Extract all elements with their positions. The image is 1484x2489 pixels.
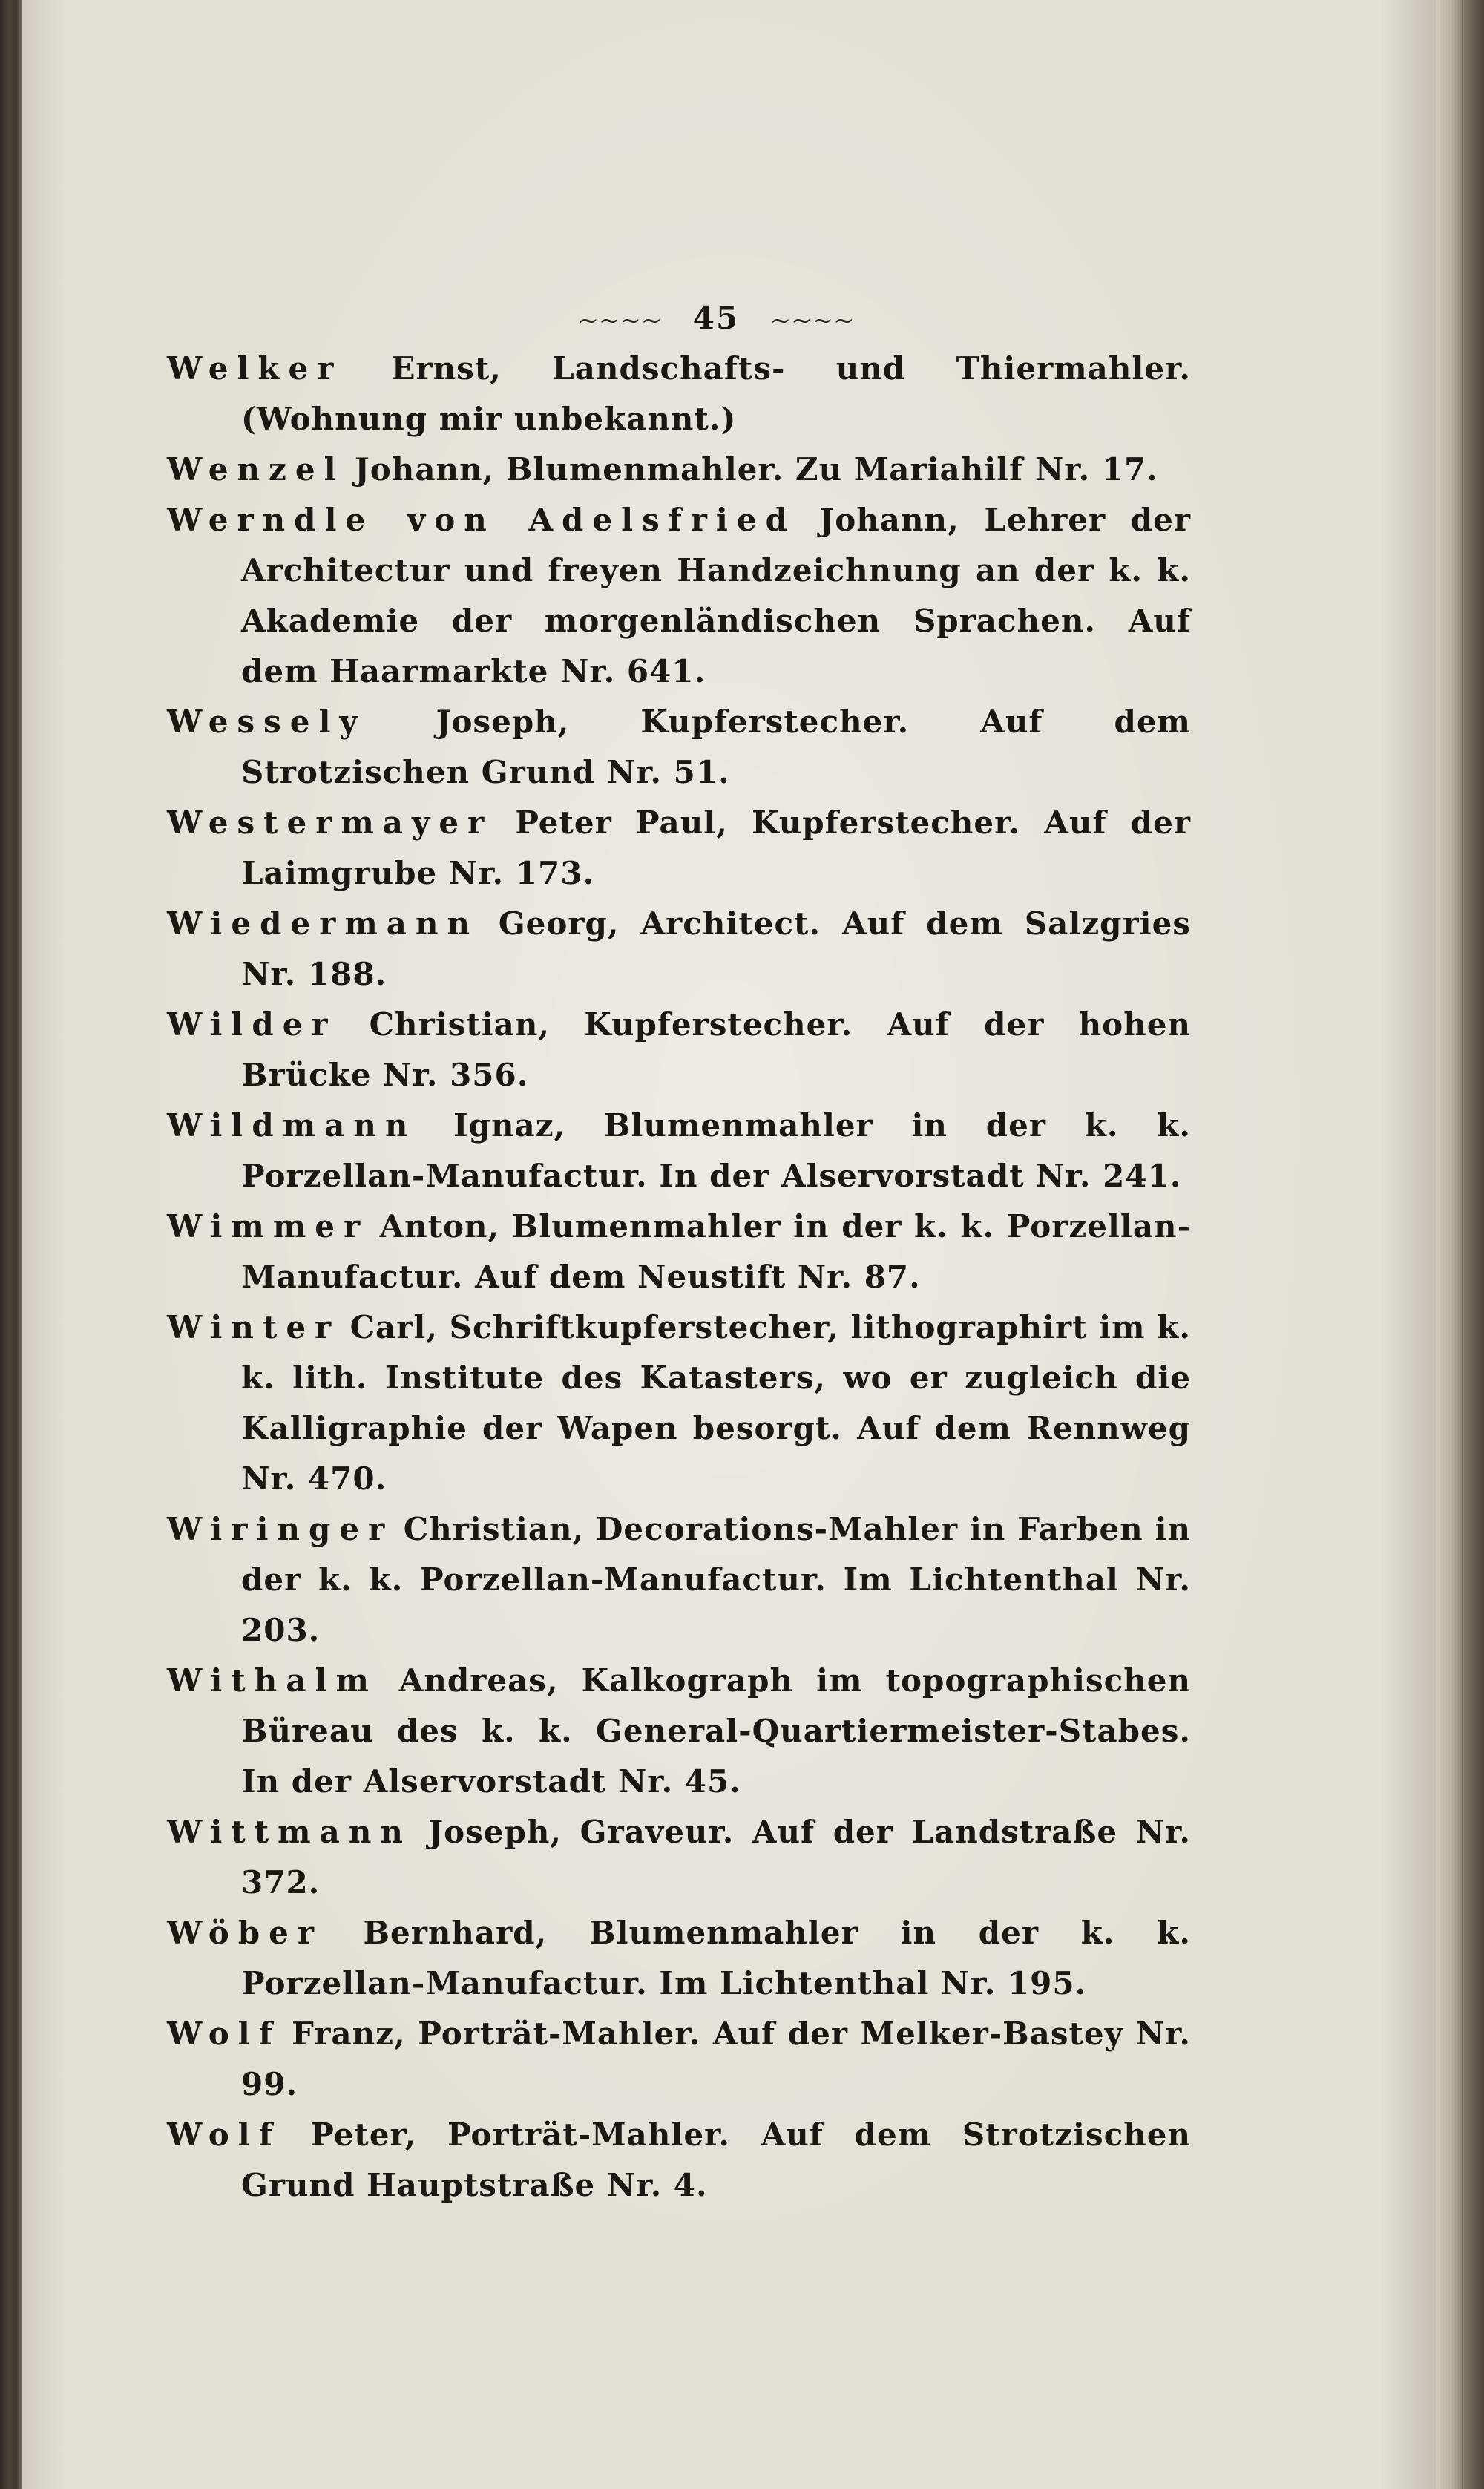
entry-details: Peter Paul, Kupferstecher. Auf der Laimgrube Nr. 173.	[241, 804, 1191, 891]
entry-details: Anton, Blumenmahler in der k. k. Porzellan-Manufactur. Auf dem Neustift Nr. 87.	[241, 1208, 1191, 1295]
directory-entry	[167, 1201, 1191, 1302]
entry-name: Withalm	[167, 1662, 378, 1699]
entry-name: Wilder	[167, 1006, 337, 1043]
entry-details: Johann, Lehrer der Architectur und freyen Handzeichnung an der k. k. Akademie der morgenländischen Sprachen. Auf dem Haarmarkte Nr. 641.	[241, 502, 1191, 689]
directory-entry	[167, 445, 1191, 495]
directory-entry	[167, 899, 1191, 1000]
entry-details: Ignaz, Blumenmahler in der k. k. Porzellan-Manufactur. In der Alservorstadt Nr. 241.	[241, 1107, 1191, 1194]
entry-name: Westermayer	[167, 804, 493, 841]
entry-details: Peter, Porträt-Mahler. Auf dem Strotzischen Grund Hauptstraße Nr. 4.	[241, 2116, 1191, 2203]
entry-details: Franz, Porträt-Mahler. Auf der Melker-Bastey Nr. 99.	[241, 2016, 1191, 2102]
book-page	[22, 0, 1436, 2489]
ornament-right: ~~~~	[769, 306, 855, 335]
directory-entry	[167, 1656, 1191, 1807]
directory-entry	[167, 697, 1191, 798]
entry-details: Johann, Blumenmahler. Zu Mariahilf Nr. 17.	[354, 451, 1158, 488]
page-text	[167, 293, 1191, 2211]
entry-name: Wessely	[167, 704, 367, 740]
directory-entry	[167, 1101, 1191, 1201]
ornament-left: ~~~~	[577, 306, 663, 335]
directory-entry	[167, 495, 1191, 697]
entry-details: Carl, Schriftkupferstecher, lithographirt im k. k. lith. Institute des Katasters, wo er zugleich die Kalligraphie der Wapen besorgt. Auf dem Rennweg Nr. 470.	[241, 1309, 1191, 1497]
entry-details: Joseph, Graveur. Auf der Landstraße Nr. 372.	[241, 1814, 1192, 1901]
entry-details: Joseph, Kupferstecher. Auf dem Strotzischen Grund Nr. 51.	[241, 704, 1191, 790]
entry-name: Winter	[167, 1309, 341, 1345]
page-edge-lines	[1439, 0, 1464, 2489]
entry-name: Wolf	[167, 2016, 281, 2052]
entry-name: Wöber	[167, 1915, 323, 1951]
entry-details: Andreas, Kalkograph im topographischen Büreau des k. k. General-Quartiermeister-Stabes. In der Alservorstadt Nr. 45.	[241, 1662, 1191, 1800]
directory-entry	[167, 2110, 1191, 2211]
entry-name: Wenzel	[167, 451, 345, 488]
page-header	[241, 293, 1191, 344]
entry-details: Christian, Decorations-Mahler in Farben in der k. k. Porzellan-Manufactur. Im Lichtenthal Nr. 203.	[241, 1511, 1191, 1648]
directory-entry	[167, 1504, 1191, 1656]
entry-name: Welker	[167, 350, 343, 387]
entry-name: Wittmann	[167, 1814, 412, 1850]
directory-entry	[167, 1908, 1191, 2009]
directory-entry	[167, 1807, 1191, 1908]
directory-entry	[167, 2009, 1191, 2110]
entry-name: Werndle von Adelsfried	[167, 502, 796, 538]
entry-name: Wolf	[167, 2116, 281, 2153]
entry-name: Wiringer	[167, 1511, 394, 1547]
entry-details: Georg, Architect. Auf dem Salzgries Nr. 188.	[241, 905, 1191, 992]
entry-name: Wimmer	[167, 1208, 370, 1244]
directory-entry	[167, 1000, 1191, 1101]
page-edges	[1436, 0, 1484, 2489]
entry-name: Wiedermann	[167, 905, 479, 942]
entry-details: Christian, Kupferstecher. Auf der hohen Brücke Nr. 356.	[241, 1006, 1191, 1093]
entry-name: Wildmann	[167, 1107, 417, 1144]
directory-entry	[167, 798, 1191, 899]
directory-entry	[167, 344, 1191, 445]
entry-details: Bernhard, Blumenmahler in der k. k. Porzellan-Manufactur. Im Lichtenthal Nr. 195.	[241, 1915, 1191, 2001]
page-number: 45	[692, 300, 740, 336]
directory-entry	[167, 1302, 1191, 1504]
entry-details: Ernst, Landschafts- und Thiermahler. (Wohnung mir unbekannt.)	[241, 350, 1191, 437]
